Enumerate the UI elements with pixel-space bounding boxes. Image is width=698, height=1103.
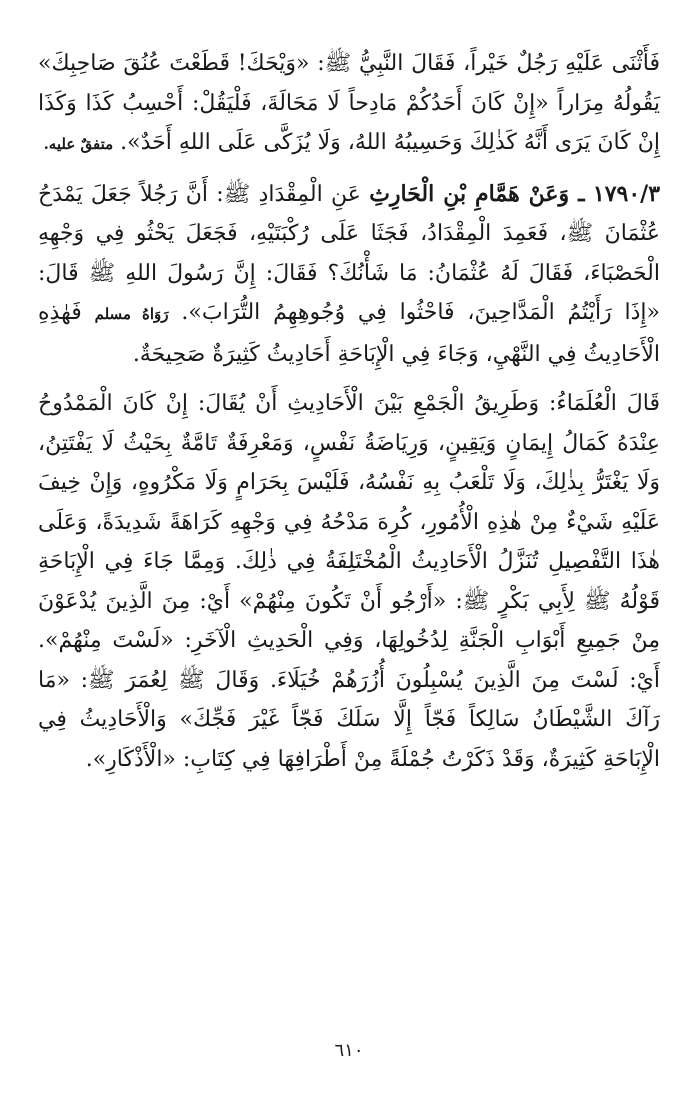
hadith-number: ١٧٩٠/٣ (592, 180, 661, 207)
paragraph-3-text: قَالَ الْعُلَمَاءُ: وَطَرِيقُ الْجَمْعِ بَيْنَ الْأَحَادِيثِ أَنْ يُقَالَ: إِنْ كَانَ الْمَمْدُوحُ عِنْدَهُ كَمَالُ إِيمَانٍ وَيَقِينٍ، وَرِيَاضَةُ نَفْسٍ، وَمَعْرِفَةٌ تَامَّةٌ بِحَيْثُ لَا يَفْتَتِنُ، وَلَا يَغْتَرُّ بِذٰلِكَ، وَلَا تَلْعَبُ بِهِ نَفْسُهُ، فَلَيْسَ بِحَرَامٍ وَلَا مَكْرُوهٍ، وَإِنْ خِيفَ عَلَيْهِ شَيْءٌ مِنْ هٰذِهِ الْأُمُورِ، كُرِهَ مَدْحُهُ فِي وَجْهِهِ كَرَاهَةً شَدِيدَةً، وَعَلَى هٰذَا التَّفْصِيلِ تُنَزَّلُ الْأَحَادِيثُ الْمُخْتَلِفَةُ فِي ذٰلِكَ. وَمِمَّا جَاءَ فِي الْإِبَاحَةِ قَوْلُهُ ﷺ لِأَبِي بَكْرٍ ﷺ: «أَرْجُو أَنْ تَكُونَ مِنْهُمْ» أَيْ: مِنَ الَّذِينَ يُدْعَوْنَ مِنْ جَمِيعِ أَبْوَابِ الْجَنَّةِ لِدُخُولِهَا، وَفِي الْحَدِيثِ الْآخَرِ: «لَسْتَ مِنْهُمْ». أَيْ: لَسْتَ مِنَ الَّذِينَ يُسْبِلُونَ أُزُرَهُمْ خُيَلَاءَ. وَقَالَ ﷺ لِعُمَرَ ﷺ: «مَا رَآكَ الشَّيْطَانُ سَالِكاً فَجّاً إِلَّا سَلَكَ فَجّاً غَيْرَ فَجِّكَ» وَالْأَحَادِيثُ فِي الْإِبَاحَةِ كَثِيرَةٌ، وَقَدْ ذَكَرْتُ جُمْلَةً مِنْ أَطْرَافِهَا فِي كِتَابِ: «الْأَذْكَارِ». (38, 391, 661, 772)
paragraph-1-source: متفقٌ عليه. (43, 135, 114, 153)
paragraph-3 (38, 384, 660, 779)
page-number: ٦١٠ (334, 1040, 364, 1061)
paragraph-1-text: فَأَثْنَى عَلَيْهِ رَجُلٌ خَيْراً، فَقَالَ النَّبِيُّ ﷺ: «وَيْحَكَ! قَطَعْتَ عُنُقَ صَاحِبِكَ» يَقُولُهُ مِرَاراً «إِنْ كَانَ أَحَدُكُمْ مَادِحاً لَا مَحَالَةَ، فَلْيَقُلْ: أَحْسِبُ كَذَا وَكَذَا إِنْ كَانَ يَرَى أَنَّهُ كَذٰلِكَ وَحَسِيبُهُ اللهُ، وَلَا يُزَكَّى عَلَى اللهِ أَحَدٌ». (38, 51, 660, 155)
paragraph-2-source: رَوَاهُ مسلم (94, 305, 169, 323)
hadith-narrator: ـ وَعَنْ هَمَّامِ بْنِ الْحَارِثِ (369, 180, 585, 207)
paragraph-2-text: عَنِ الْمِقْدَادِ ﷺ: أَنَّ رَجُلاً جَعَلَ يَمْدَحُ عُثْمَانَ ﷺ، فَعَمِدَ الْمِقْدَادُ، فَجَثَا عَلَى رُكْبَتَيْهِ، فَجَعَلَ يَحْثُو فِي وَجْهِهِ الْحَصْبَاءَ، فَقَالَ لَهُ عُثْمَانُ: مَا شَأْنُكَ؟ فَقَالَ: إِنَّ رَسُولَ اللهِ ﷺ قَالَ: «إِذَا رَأَيْتُمُ الْمَدَّاحِينَ، فَاحْثُوا فِي وُجُوهِهِمُ التُّرَابَ». (38, 181, 661, 325)
document-page (38, 44, 660, 1064)
paragraph-2-continuation: فَهٰذِهِ الْأَحَادِيثُ فِي النَّهْيِ، وَجَاءَ فِي الْإِبَاحَةِ أَحَادِيثُ كَثِيرَةٌ صَحِيحَةٌ. (38, 300, 660, 367)
paragraph-1 (38, 44, 660, 165)
paragraph-2 (38, 175, 660, 375)
